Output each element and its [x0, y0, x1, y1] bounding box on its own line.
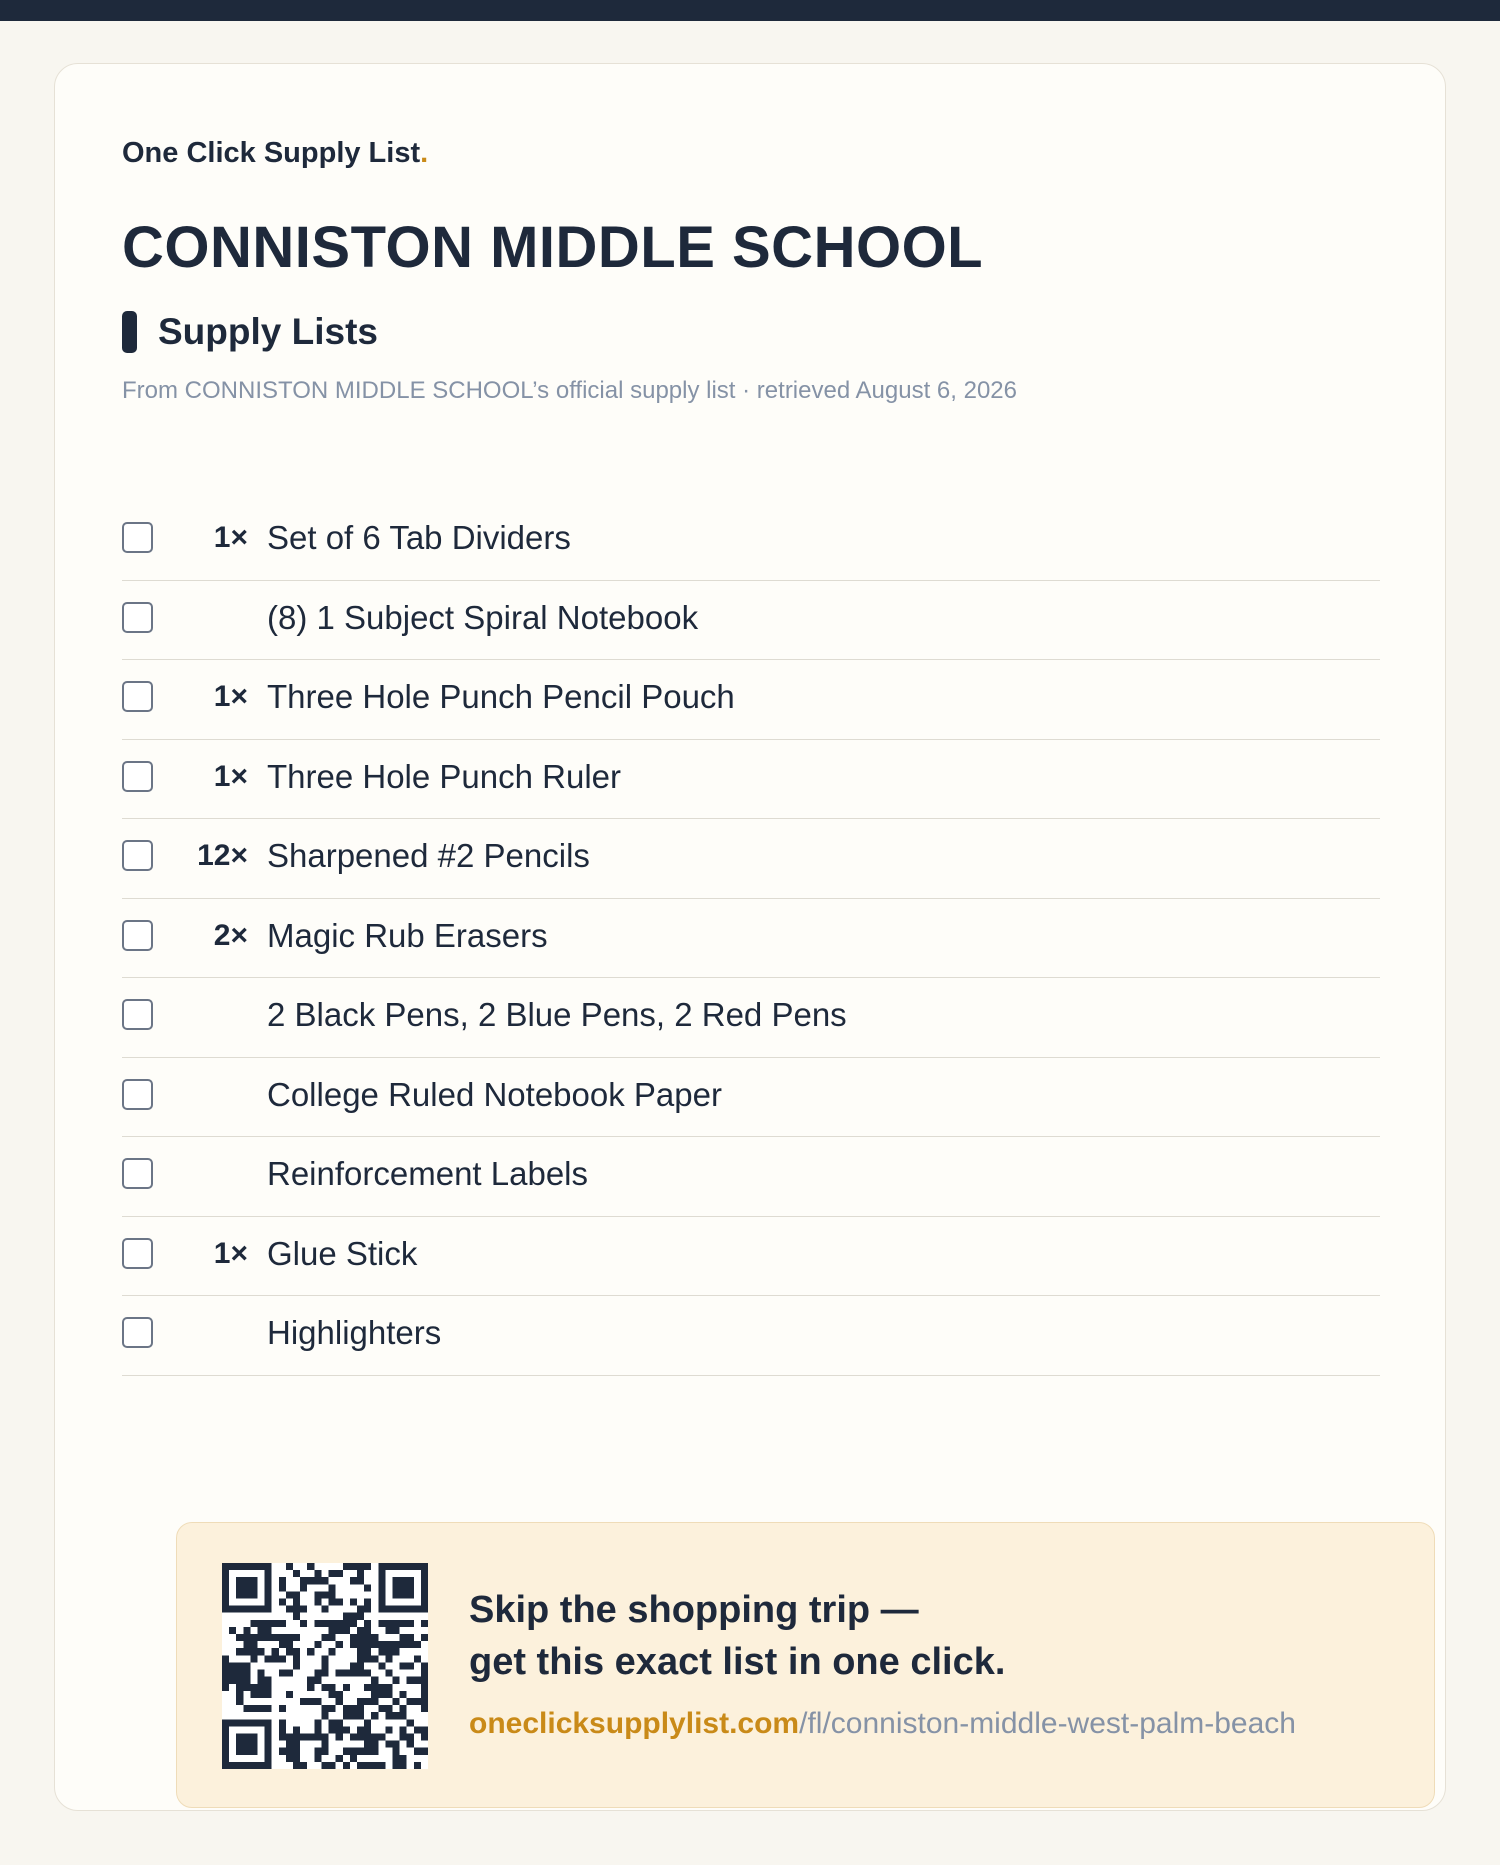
item-checkbox[interactable] [122, 999, 153, 1030]
source-note: From CONNISTON MIDDLE SCHOOL’s official supply list · retrieved August 6, 2026 [122, 377, 1017, 404]
list-item [122, 1217, 1380, 1297]
brand-dot: . [420, 137, 429, 169]
item-checkbox[interactable] [122, 920, 153, 951]
list-item [122, 1296, 1380, 1376]
item-name: Highlighters [267, 1314, 442, 1351]
item-name: Glue Stick [267, 1234, 418, 1272]
supply-list [122, 501, 1380, 1376]
item-quantity: 12× [197, 839, 248, 872]
qr-code-icon [222, 1563, 428, 1769]
item-checkbox[interactable] [122, 1238, 153, 1269]
item-checkbox[interactable] [122, 761, 153, 792]
school-title: CONNISTON MIDDLE SCHOOL [122, 215, 984, 280]
list-item [122, 581, 1380, 661]
brand-logo[interactable] [122, 137, 428, 170]
item-quantity: 1× [213, 521, 248, 554]
list-item [122, 660, 1380, 740]
promo-link-domain: oneclicksupplylist.com [469, 1707, 800, 1740]
top-bar [0, 0, 1500, 21]
item-name: 2 Black Pens, 2 Blue Pens, 2 Red Pens [267, 996, 847, 1033]
promo-link-path: /fl/conniston-middle-west-palm-beach [799, 1707, 1296, 1740]
item-checkbox[interactable] [122, 840, 153, 871]
section-accent-bar [122, 311, 137, 353]
item-name: Magic Rub Erasers [267, 916, 548, 954]
item-quantity: 1× [213, 759, 248, 793]
item-name: College Ruled Notebook Paper [267, 1075, 722, 1113]
list-item [122, 501, 1380, 581]
list-item [122, 899, 1380, 979]
item-checkbox[interactable] [122, 1317, 153, 1348]
section-title: Supply Lists [158, 311, 378, 352]
item-name: (8) 1 Subject Spiral Notebook [267, 598, 699, 636]
item-name: Sharpened #2 Pencils [267, 837, 590, 874]
list-item [122, 740, 1380, 820]
item-checkbox[interactable] [122, 1079, 153, 1110]
promo-headline-line2: get this exact list in one click. [469, 1641, 1006, 1683]
promo-link[interactable] [469, 1707, 1296, 1741]
item-checkbox[interactable] [122, 522, 153, 553]
item-name: Set of 6 Tab Dividers [267, 519, 571, 556]
item-name: Reinforcement Labels [267, 1155, 589, 1192]
item-quantity: 2× [213, 918, 248, 952]
section-heading [122, 310, 378, 354]
list-item [122, 978, 1380, 1058]
promo-banner [176, 1522, 1435, 1808]
item-quantity: 1× [213, 1236, 248, 1270]
item-quantity: 1× [213, 680, 248, 713]
item-checkbox[interactable] [122, 1158, 153, 1189]
list-item [122, 819, 1380, 899]
item-checkbox[interactable] [122, 681, 153, 712]
item-checkbox[interactable] [122, 602, 153, 633]
brand-name: One Click Supply List [122, 137, 421, 169]
supply-list-card [54, 63, 1446, 1811]
list-item [122, 1058, 1380, 1138]
promo-headline-line1: Skip the shopping trip — [469, 1589, 919, 1631]
list-item [122, 1137, 1380, 1217]
item-name: Three Hole Punch Pencil Pouch [267, 678, 735, 715]
item-name: Three Hole Punch Ruler [267, 757, 622, 795]
